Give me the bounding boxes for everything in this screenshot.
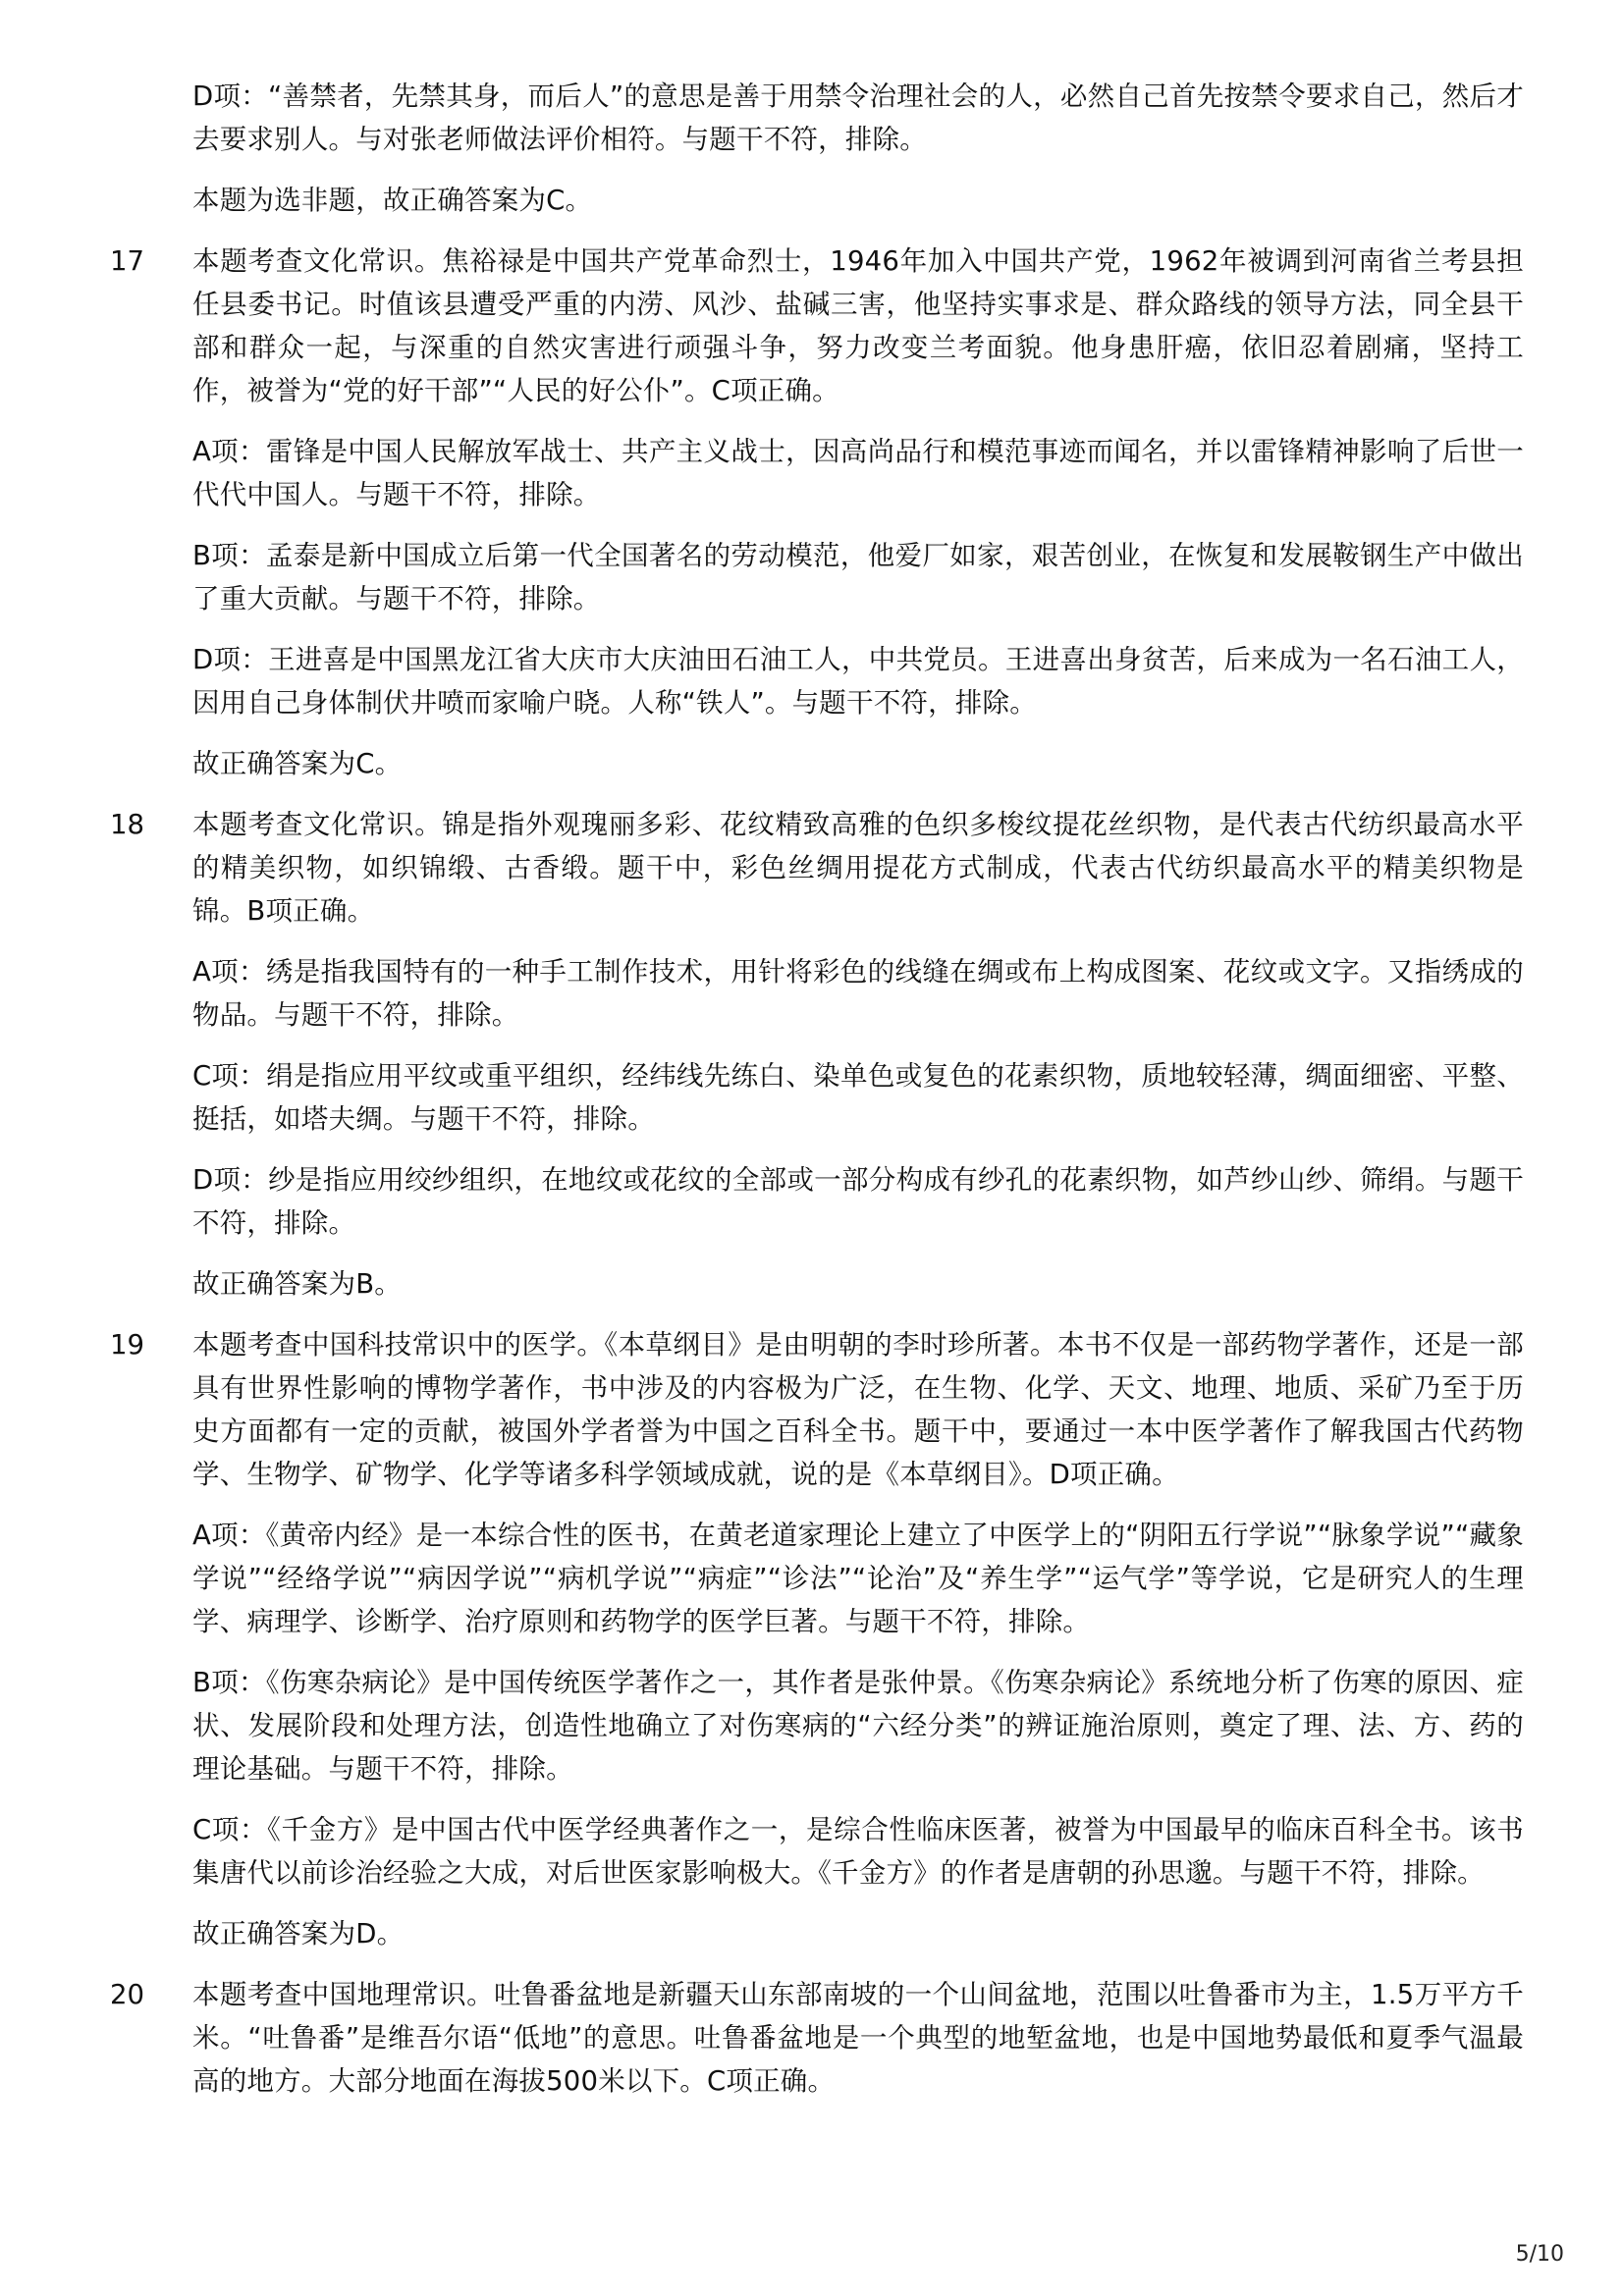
question-18	[110, 803, 1524, 1306]
paragraph: 本题考查中国科技常识中的医学。《本草纲目》是由明朝的李时珍所著。本书不仅是一部药物学著作，还是一部具有世界性影响的博物学著作，书中涉及的内容极为广泛，在生物、化学、天文、地理、地质、采矿乃至于历史方面都有一定的贡献，被国外学者誉为中国之百科全书。题干中，要通过一本中医学著作了解我国古代药物学、生物学、矿物学、化学等诸多科学领域成就，说的是《本草纲目》。D项正确。	[192, 1329, 1524, 1490]
paragraph: A项：雷锋是中国人民解放军战士、共产主义战士，因高尚品行和模范事迹而闻名，并以雷锋精神影响了后世一代代中国人。与题干不符，排除。	[192, 436, 1524, 510]
page-content	[110, 75, 1524, 2103]
paragraph: 本题考查中国地理常识。吐鲁番盆地是新疆天山东部南坡的一个山间盆地，范围以吐鲁番市为主，1.5万平方千米。“吐鲁番”是维吾尔语“低地”的意思。吐鲁番盆地是一个典型的地堑盆地，也是中国地势最低和夏季气温最高的地方。大部分地面在海拔500米以下。C项正确。	[192, 1979, 1524, 2097]
answer-line: 故正确答案为C。	[192, 748, 403, 779]
paragraph: B项：《伤寒杂病论》是中国传统医学著作之一，其作者是张仲景。《伤寒杂病论》系统地分析了伤寒的原因、症状、发展阶段和处理方法，创造性地确立了对伤寒病的“六经分类”的辨证施治原则，奠定了理、法、方、药的理论基础。与题干不符，排除。	[192, 1667, 1524, 1785]
paragraph: C项：《千金方》是中国古代中医学经典著作之一，是综合性临床医著，被誉为中国最早的临床百科全书。该书集唐代以前诊治经验之大成，对后世医家影响极大。《千金方》的作者是唐朝的孙思邈。与题干不符，排除。	[192, 1814, 1524, 1889]
paragraph: 本题考查文化常识。焦裕禄是中国共产党革命烈士，1946年加入中国共产党，1962年被调到河南省兰考县担任县委书记。时值该县遭受严重的内涝、风沙、盐碱三害，他坚持实事求是、群众路线的领导方法，同全县干部和群众一起，与深重的自然灾害进行顽强斗争，努力改变兰考面貌。他身患肝癌，依旧忍着剧痛，坚持工作，被誉为“党的好干部”“人民的好公仆”。C项正确。	[192, 245, 1524, 406]
question-number: 17	[110, 245, 144, 277]
answer-line: 故正确答案为D。	[192, 1918, 405, 1949]
question-number: 18	[110, 809, 144, 840]
paragraph: 本题考查文化常识。锦是指外观瑰丽多彩、花纹精致高雅的色织多梭纹提花丝织物，是代表古代纺织最高水平的精美织物，如织锦缎、古香缎。题干中，彩色丝绸用提花方式制成，代表古代纺织最高水平的精美织物是锦。B项正确。	[192, 809, 1524, 927]
paragraph: A项：绣是指我国特有的一种手工制作技术，用针将彩色的线缝在绸或布上构成图案、花纹或文字。又指绣成的物品。与题干不符，排除。	[192, 956, 1524, 1031]
question-number: 19	[110, 1329, 144, 1361]
paragraph: A项：《黄帝内经》是一本综合性的医书，在黄老道家理论上建立了中医学上的“阴阳五行学说”“脉象学说”“藏象学说”“经络学说”“病因学说”“病机学说”“病症”“诊法”“论治”及“养生学”“运气学”等学说，它是研究人的生理学、病理学、诊断学、治疗原则和药物学的医学巨著。与题干不符，排除。	[192, 1520, 1524, 1637]
paragraph: B项：孟泰是新中国成立后第一代全国著名的劳动模范，他爱厂如家，艰苦创业，在恢复和发展鞍钢生产中做出了重大贡献。与题干不符，排除。	[192, 540, 1524, 614]
paragraph: D项：王进喜是中国黑龙江省大庆市大庆油田石油工人，中共党员。王进喜出身贫苦，后来成为一名石油工人，因用自己身体制伏井喷而家喻户晓。人称“铁人”。与题干不符，排除。	[192, 644, 1524, 719]
question-19	[110, 1323, 1524, 1955]
paragraph: 本题为选非题，故正确答案为C。	[192, 185, 593, 216]
paragraph: D项：纱是指应用绞纱组织，在地纹或花纹的全部或一部分构成有纱孔的花素织物，如芦纱山纱、筛绢。与题干不符，排除。	[192, 1164, 1524, 1239]
question-17	[110, 240, 1524, 785]
paragraph: D项：“善禁者，先禁其身，而后人”的意思是善于用禁令治理社会的人，必然自己首先按禁令要求自己，然后才去要求别人。与对张老师做法评价相符。与题干不符，排除。	[192, 80, 1524, 155]
question-20	[110, 1973, 1524, 2103]
question-number: 20	[110, 1979, 144, 2010]
answer-line: 故正确答案为B。	[192, 1268, 402, 1300]
paragraph: C项：绢是指应用平纹或重平组织，经纬线先练白、染单色或复色的花素织物，质地较轻薄，绸面细密、平整、挺括，如塔夫绸。与题干不符，排除。	[192, 1060, 1524, 1135]
page-number: 5/10	[1515, 2242, 1564, 2267]
